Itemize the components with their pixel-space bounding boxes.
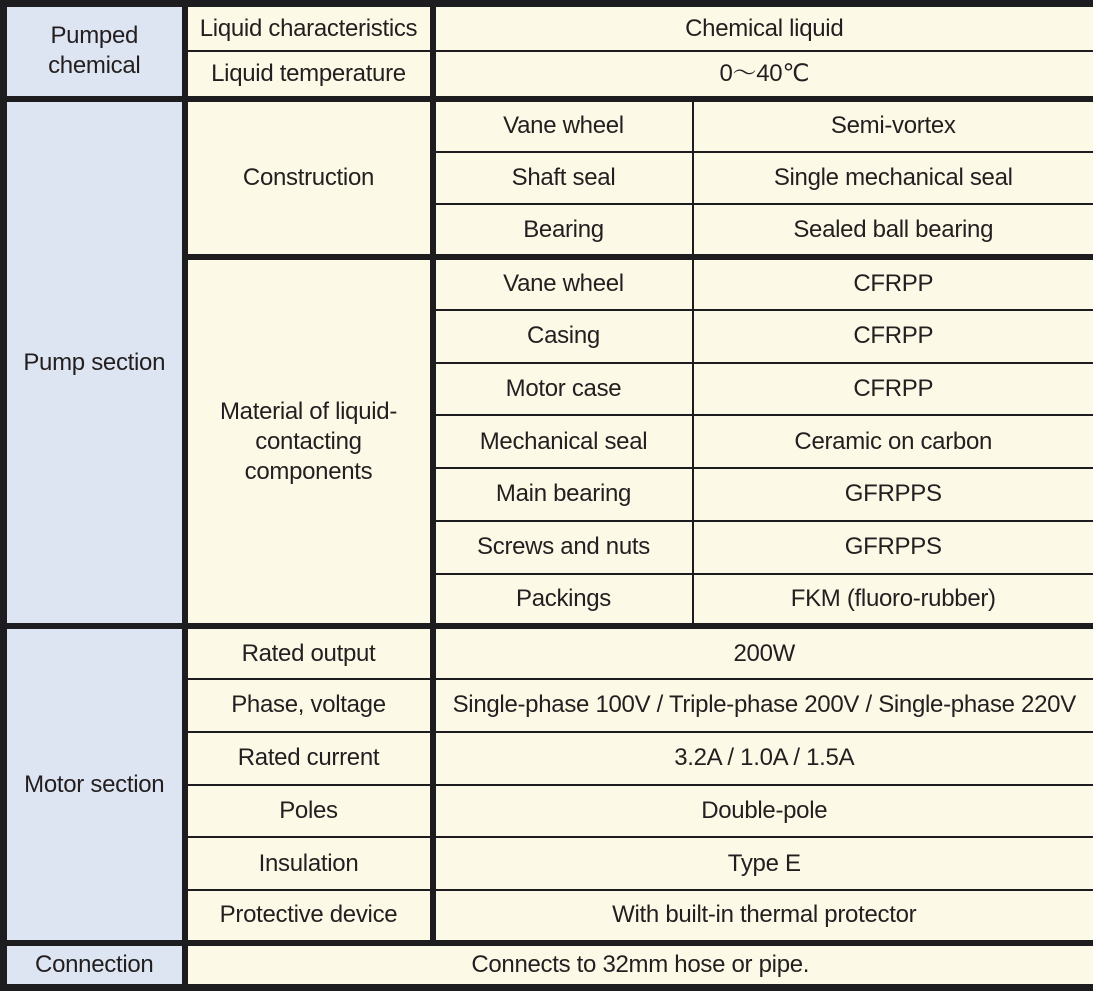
value-cell-rated-output: 200W [433,626,1093,679]
part-cell-casing: Casing [433,310,693,363]
part-cell-mechanical-seal: Mechanical seal [433,415,693,468]
value-cell-mechanical-seal: Ceramic on carbon [693,415,1093,468]
value-cell-vane-wheel: Semi-vortex [693,99,1093,152]
table-row [4,626,1093,679]
param-cell-rated-output: Rated output [185,626,433,679]
value-cell-protective-device: With built-in thermal protector [433,890,1093,943]
value-cell-bearing: Sealed ball bearing [693,204,1093,257]
value-cell-connection: Connects to 32mm hose or pipe. [185,943,1093,988]
section-cell-connection: Connection [4,943,185,988]
param-cell-insulation: Insulation [185,837,433,890]
value-cell-rated-current: 3.2A / 1.0A / 1.5A [433,732,1093,785]
param-cell-rated-current: Rated current [185,732,433,785]
param-cell-protective-device: Protective device [185,890,433,943]
value-cell-main-bearing: GFRPPS [693,468,1093,521]
value-cell-packings: FKM (fluoro-rubber) [693,574,1093,627]
value-cell-insulation: Type E [433,837,1093,890]
part-cell-bearing: Bearing [433,204,693,257]
value-cell-shaft-seal: Single mechanical seal [693,152,1093,205]
part-cell-motor-case: Motor case [433,363,693,416]
section-cell-pump-section: Pump section [4,99,185,627]
part-cell-main-bearing: Main bearing [433,468,693,521]
value-cell-casing: CFRPP [693,310,1093,363]
param-cell-construction: Construction [185,99,433,257]
value-cell-liquid-characteristics: Chemical liquid [433,4,1093,52]
value-cell-poles: Double-pole [433,785,1093,838]
table-row [4,99,1093,152]
part-cell-packings: Packings [433,574,693,627]
param-cell-poles: Poles [185,785,433,838]
param-cell-material: Material of liquid-contacting components [185,257,433,626]
part-cell-material-vane-wheel: Vane wheel [433,257,693,310]
part-cell-vane-wheel: Vane wheel [433,99,693,152]
value-cell-material-vane-wheel: CFRPP [693,257,1093,310]
section-cell-pumped-chemical: Pumped chemical [4,4,185,99]
section-cell-motor-section: Motor section [4,626,185,943]
part-cell-screws-and-nuts: Screws and nuts [433,521,693,574]
table-row [4,4,1093,52]
value-cell-motor-case: CFRPP [693,363,1093,416]
param-cell-liquid-temperature: Liquid temperature [185,51,433,99]
value-cell-phase-voltage: Single-phase 100V / Triple-phase 200V / Single-phase 220V [433,679,1093,732]
value-cell-screws-and-nuts: GFRPPS [693,521,1093,574]
table-row [4,943,1093,988]
part-cell-shaft-seal: Shaft seal [433,152,693,205]
param-cell-liquid-characteristics: Liquid characteristics [185,4,433,52]
param-cell-phase-voltage: Phase, voltage [185,679,433,732]
value-cell-liquid-temperature: 0〜40℃ [433,51,1093,99]
